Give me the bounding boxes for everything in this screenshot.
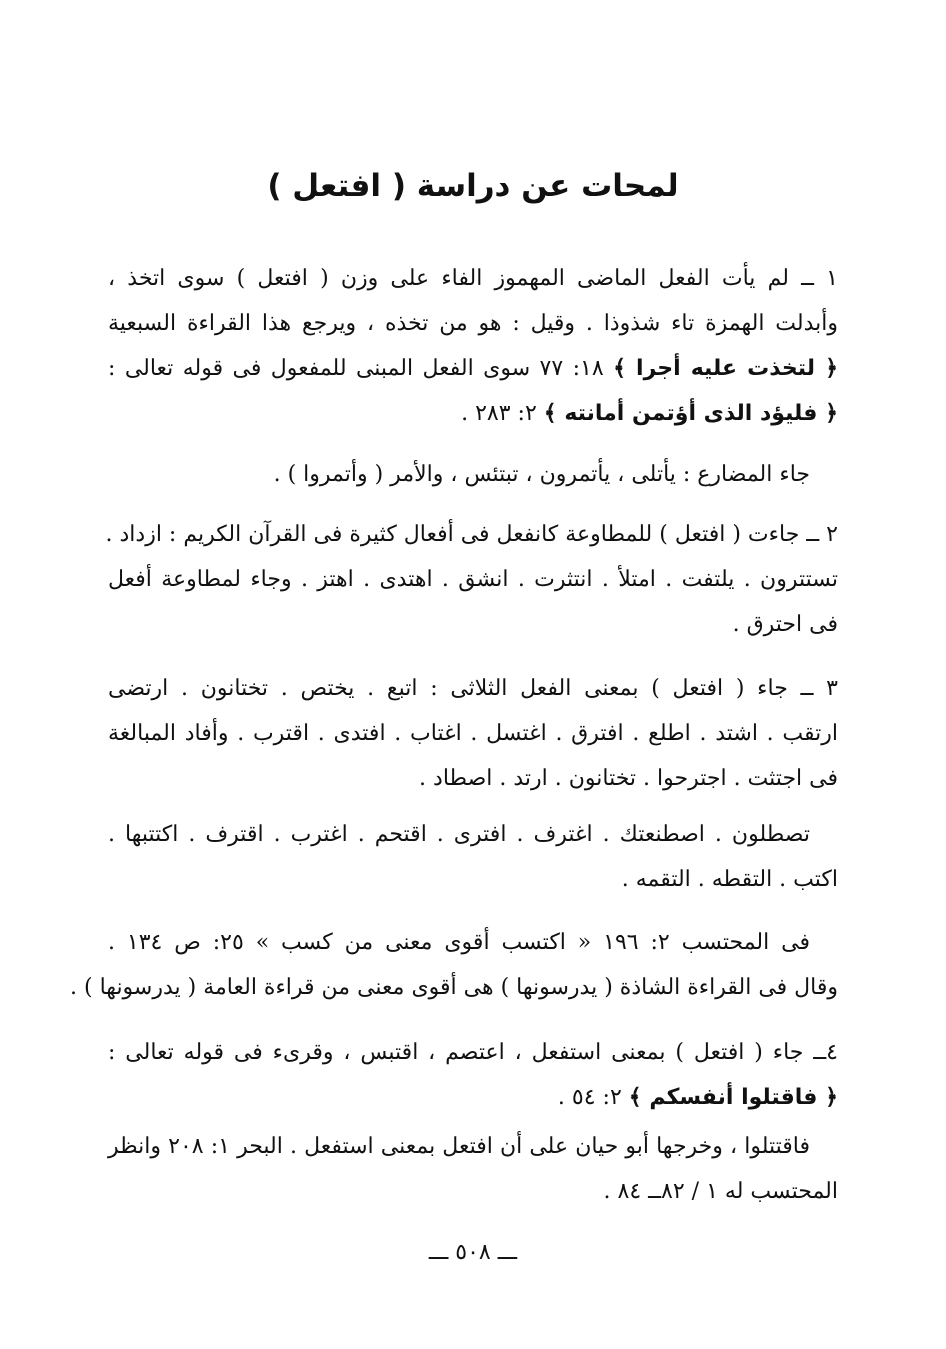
paragraph-line: فى احترق . [732, 612, 838, 637]
paragraph-line: ارتقب . اشتد . اطلع . افترق . اغتسل . اغتاب . افتدى . اقترب . وأفاد المبالغة [108, 721, 838, 746]
paragraph-line [108, 346, 838, 391]
paragraph-3 [108, 666, 838, 801]
paragraph-4b [108, 1124, 838, 1214]
paragraph-1 [108, 256, 838, 436]
quran-verse: ﴿ لتخذت عليه أجرا ﴾ [613, 356, 838, 381]
verse-reference: ٢: ٢٨٣ . [461, 401, 544, 426]
paragraph-line [108, 1075, 838, 1120]
paragraph-line: وقال فى القراءة الشاذة ( يدرسونها ) هى أقوى معنى من قراءة العامة ( يدرسونها ) . [70, 975, 838, 1000]
paragraph-line: تصطلون . اصطنعتك . اغترف . افترى . اقتحم . اغترب . اقترف . اكتتبها . [108, 822, 810, 847]
paragraph-4 [108, 1030, 838, 1120]
paragraph-line: جاء المضارع : يأتلى ، يأتمرون ، تبتئس ، والأمر ( وأتمروا ) . [273, 462, 810, 487]
paragraph-line: ٢ ــ جاءت ( افتعل ) للمطاوعة كانفعل فى أفعال كثيرة فى القرآن الكريم : ازداد . [105, 522, 838, 547]
quran-verse: ﴿ فاقتلوا أنفسكم ﴾ [628, 1085, 838, 1110]
paragraph-line: فى المحتسب ٢: ١٩٦ « اكتسب أقوى معنى من كسب » ٢٥: ص ١٣٤ . [108, 930, 810, 955]
quran-verse: ﴿ فليؤد الذى أؤتمن أمانته ﴾ [543, 401, 838, 426]
paragraph-3c [70, 920, 838, 1010]
paragraph-line: وأبدلت الهمزة تاء شذوذا . وقيل : هو من تخذه ، ويرجع هذا القراءة السبعية [108, 311, 838, 336]
page-number: ـــ ٥٠٨ ـــ [428, 1240, 518, 1265]
paragraph-line: فاقتتلوا ، وخرجها أبو حيان على أن افتعل بمعنى استفعل . البحر ١: ٢٠٨ وانظر [108, 1134, 810, 1159]
paragraph-line: فى اجتثت . اجترحوا . تختانون . ارتد . اصطاد . [419, 766, 838, 791]
paragraph-line: ٤ــ جاء ( افتعل ) بمعنى استفعل ، اعتصم ، اقتبس ، وقرىء فى قوله تعالى : [108, 1040, 838, 1065]
verse-reference: ٢: ٥٤ . [557, 1085, 629, 1110]
paragraph-2 [105, 512, 838, 647]
paragraph-line: تستترون . يلتفت . امتلأ . انتثرت . انشق . اهتدى . اهتز . وجاء لمطاوعة أفعل [108, 567, 838, 592]
paragraph-1b [108, 452, 838, 497]
paragraph-line: اكتب . التقطه . التقمه . [621, 867, 838, 892]
paragraph-line: ١ ــ لم يأت الفعل الماضى المهموز الفاء على وزن ( افتعل ) سوى اتخذ ، [108, 266, 838, 291]
paragraph-3b [108, 812, 838, 902]
paragraph-line: المحتسب له ١ / ٨٢ــ ٨٤ . [603, 1179, 838, 1204]
page-title: لمحات عن دراسة ( افتعل ) [267, 168, 679, 204]
paragraph-line: ٣ ــ جاء ( افتعل ) بمعنى الفعل الثلاثى : اتبع . يختص . تختانون . ارتضى [108, 676, 838, 701]
paragraph-line [108, 391, 838, 436]
verse-reference: ١٨: ٧٧ سوى الفعل المبنى للمفعول فى قوله تعالى : [108, 356, 614, 381]
